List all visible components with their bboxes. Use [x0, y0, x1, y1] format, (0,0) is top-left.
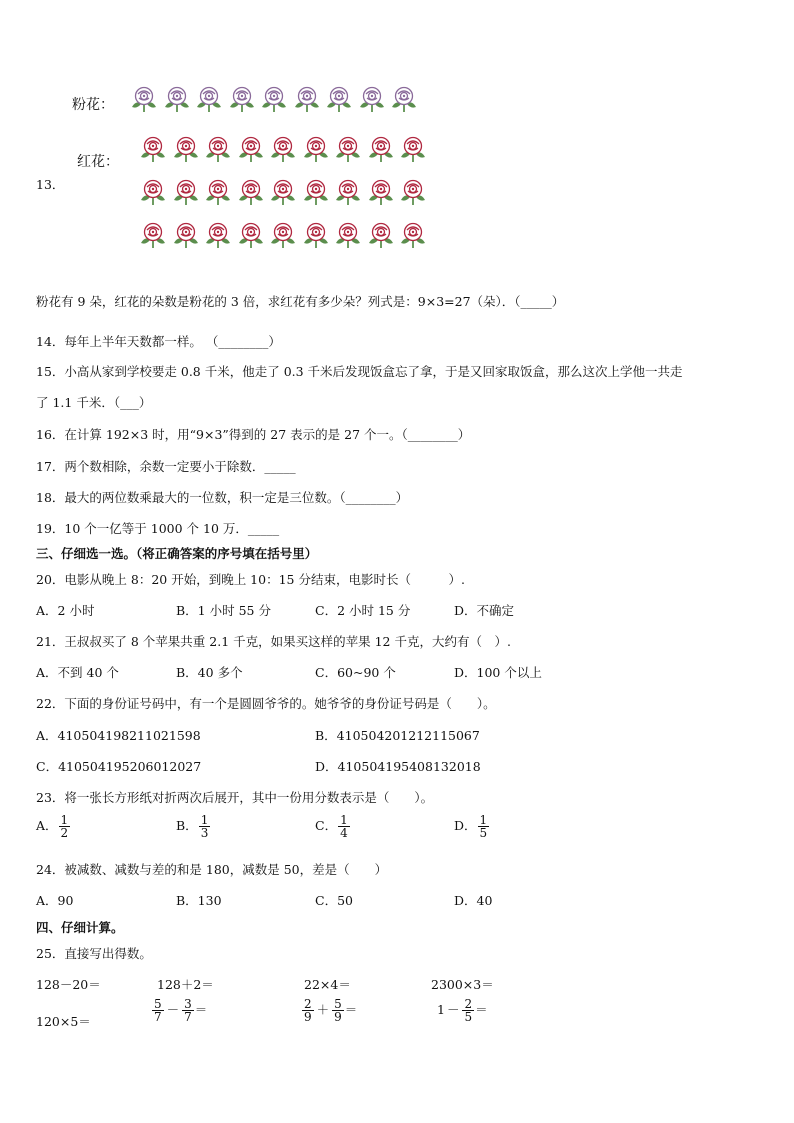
red-flower-label: 红花：	[77, 154, 119, 170]
q22-option-c: C．410504195206012027	[36, 759, 202, 774]
q22-option-a: A．410504198211021598	[36, 728, 201, 743]
red-rose-row	[137, 136, 430, 162]
red-rose-icon	[332, 136, 365, 162]
question-13-text: 粉花有 9 朵，红花的朵数是粉花的 3 倍，求红花有多少朵？列式是：9×3=27（朵）．（_____）	[36, 294, 565, 309]
red-rose-icon	[300, 222, 333, 248]
pink-rose-icon	[356, 86, 389, 112]
red-rose-icon	[202, 136, 235, 162]
red-rose-icon	[137, 136, 170, 162]
red-rose-icon	[365, 179, 398, 205]
red-rose-icon	[365, 222, 398, 248]
q22-option-d: D．410504195408132018	[315, 759, 481, 774]
q24-option-d: D．40	[454, 893, 493, 908]
question-22-stem: 22．下面的身份证号码中，有一个是圆圆爷爷的。她爷爷的身份证号码是（ ）。	[36, 696, 496, 711]
calc-7: $\frac{2}{9}$ ＋ $\frac{5}{9}$ ＝	[304, 997, 358, 1024]
pink-flower-label: 粉花：	[72, 97, 114, 113]
question-17: 17．两个数相除，余数一定要小于除数．_____	[36, 459, 296, 474]
red-rose-icon	[267, 136, 300, 162]
pink-rose-icon	[161, 86, 194, 112]
q20-option-c: C．2 小时 15 分	[315, 603, 411, 618]
q20-option-b: B．1 小时 55 分	[176, 603, 271, 618]
question-15-line2: 了 1.1 千米．（___）	[36, 395, 152, 410]
pink-rose-icon	[291, 86, 324, 112]
red-rose-icon	[332, 179, 365, 205]
red-rose-icon	[137, 179, 170, 205]
red-rose-icon	[235, 136, 268, 162]
question-24-stem: 24．被减数、减数与差的和是 180，减数是 50，差是（ ）	[36, 862, 388, 877]
calc-4: 2300×3＝	[431, 977, 494, 992]
red-rose-icon	[267, 222, 300, 248]
calc-2: 128＋2＝	[157, 977, 214, 992]
red-rose-icon	[397, 222, 430, 248]
red-rose-icon	[397, 179, 430, 205]
calc-5: 120×5＝	[36, 1014, 91, 1029]
q21-option-b: B．40 多个	[176, 665, 243, 680]
red-rose-icon	[235, 222, 268, 248]
pink-rose-icon	[323, 86, 356, 112]
question-19: 19．10 个一亿等于 1000 个 10 万．_____	[36, 521, 280, 536]
q20-option-d: D．不确定	[454, 603, 515, 618]
q21-option-c: C．60~90 个	[315, 665, 396, 680]
red-rose-icon	[202, 179, 235, 205]
red-rose-icon	[170, 136, 203, 162]
calc-6: $\frac{5}{7}$ － $\frac{3}{7}$ ＝	[154, 997, 208, 1024]
pink-rose-icon	[258, 86, 291, 112]
red-rose-row	[137, 222, 430, 248]
question-13-number: 13．	[36, 177, 65, 192]
q23-option-d: D． $\frac{1}{5}$	[454, 813, 488, 840]
section-4-title: 四、仔细计算。	[36, 920, 124, 935]
pink-flower-row	[128, 86, 421, 112]
red-rose-icon	[170, 222, 203, 248]
section-3-title: 三、仔细选一选。（将正确答案的序号填在括号里）	[36, 546, 318, 561]
red-rose-icon	[202, 222, 235, 248]
calc-3: 22×4＝	[304, 977, 351, 992]
pink-rose-icon	[128, 86, 161, 112]
q21-option-d: D．100 个以上	[454, 665, 542, 680]
question-15-line1: 15．小高从家到学校要走 0.8 千米，他走了 0.3 千米后发现饭盒忘了拿，于是又回家取饭盒，那么这次上学他一共走	[36, 364, 683, 379]
q24-option-a: A．90	[36, 893, 74, 908]
calc-1: 128－20＝	[36, 977, 101, 992]
pink-rose-icon	[226, 86, 259, 112]
question-20-stem: 20．电影从晚上 8：20 开始，到晚上 10：15 分结束，电影时长（ ）.	[36, 572, 465, 587]
question-18: 18．最大的两位数乘最大的一位数，积一定是三位数。（________）	[36, 490, 409, 505]
q23-option-c: C． $\frac{1}{4}$	[315, 813, 348, 840]
question-14: 14．每年上半年天数都一样。 （________）	[36, 334, 281, 349]
red-rose-icon	[267, 179, 300, 205]
question-16: 16．在计算 192×3 时，用“9×3”得到的 27 表示的是 27 个一。（________）	[36, 427, 471, 442]
q24-option-b: B．130	[176, 893, 222, 908]
question-23-stem: 23．将一张长方形纸对折两次后展开，其中一份用分数表示是（ ）。	[36, 790, 434, 805]
calc-8: 1 － $\frac{2}{5}$ ＝	[437, 997, 488, 1024]
red-rose-icon	[170, 179, 203, 205]
q22-option-b: B．410504201212115067	[315, 728, 480, 743]
red-rose-icon	[300, 136, 333, 162]
q23-option-b: B． $\frac{1}{3}$	[176, 813, 209, 840]
question-25-stem: 25．直接写出得数。	[36, 946, 152, 961]
q21-option-a: A．不到 40 个	[36, 665, 119, 680]
pink-rose-icon	[193, 86, 226, 112]
red-rose-icon	[365, 136, 398, 162]
red-rose-icon	[235, 179, 268, 205]
red-rose-icon	[397, 136, 430, 162]
q24-option-c: C．50	[315, 893, 353, 908]
red-rose-icon	[137, 222, 170, 248]
red-rose-row	[137, 179, 430, 205]
q20-option-a: A．2 小时	[36, 603, 95, 618]
red-rose-icon	[332, 222, 365, 248]
pink-rose-icon	[388, 86, 421, 112]
q23-option-a: A． $\frac{1}{2}$	[36, 813, 69, 840]
red-rose-icon	[300, 179, 333, 205]
question-21-stem: 21．王叔叔买了 8 个苹果共重 2.1 千克，如果买这样的苹果 12 千克，大约有（ ）.	[36, 634, 511, 649]
